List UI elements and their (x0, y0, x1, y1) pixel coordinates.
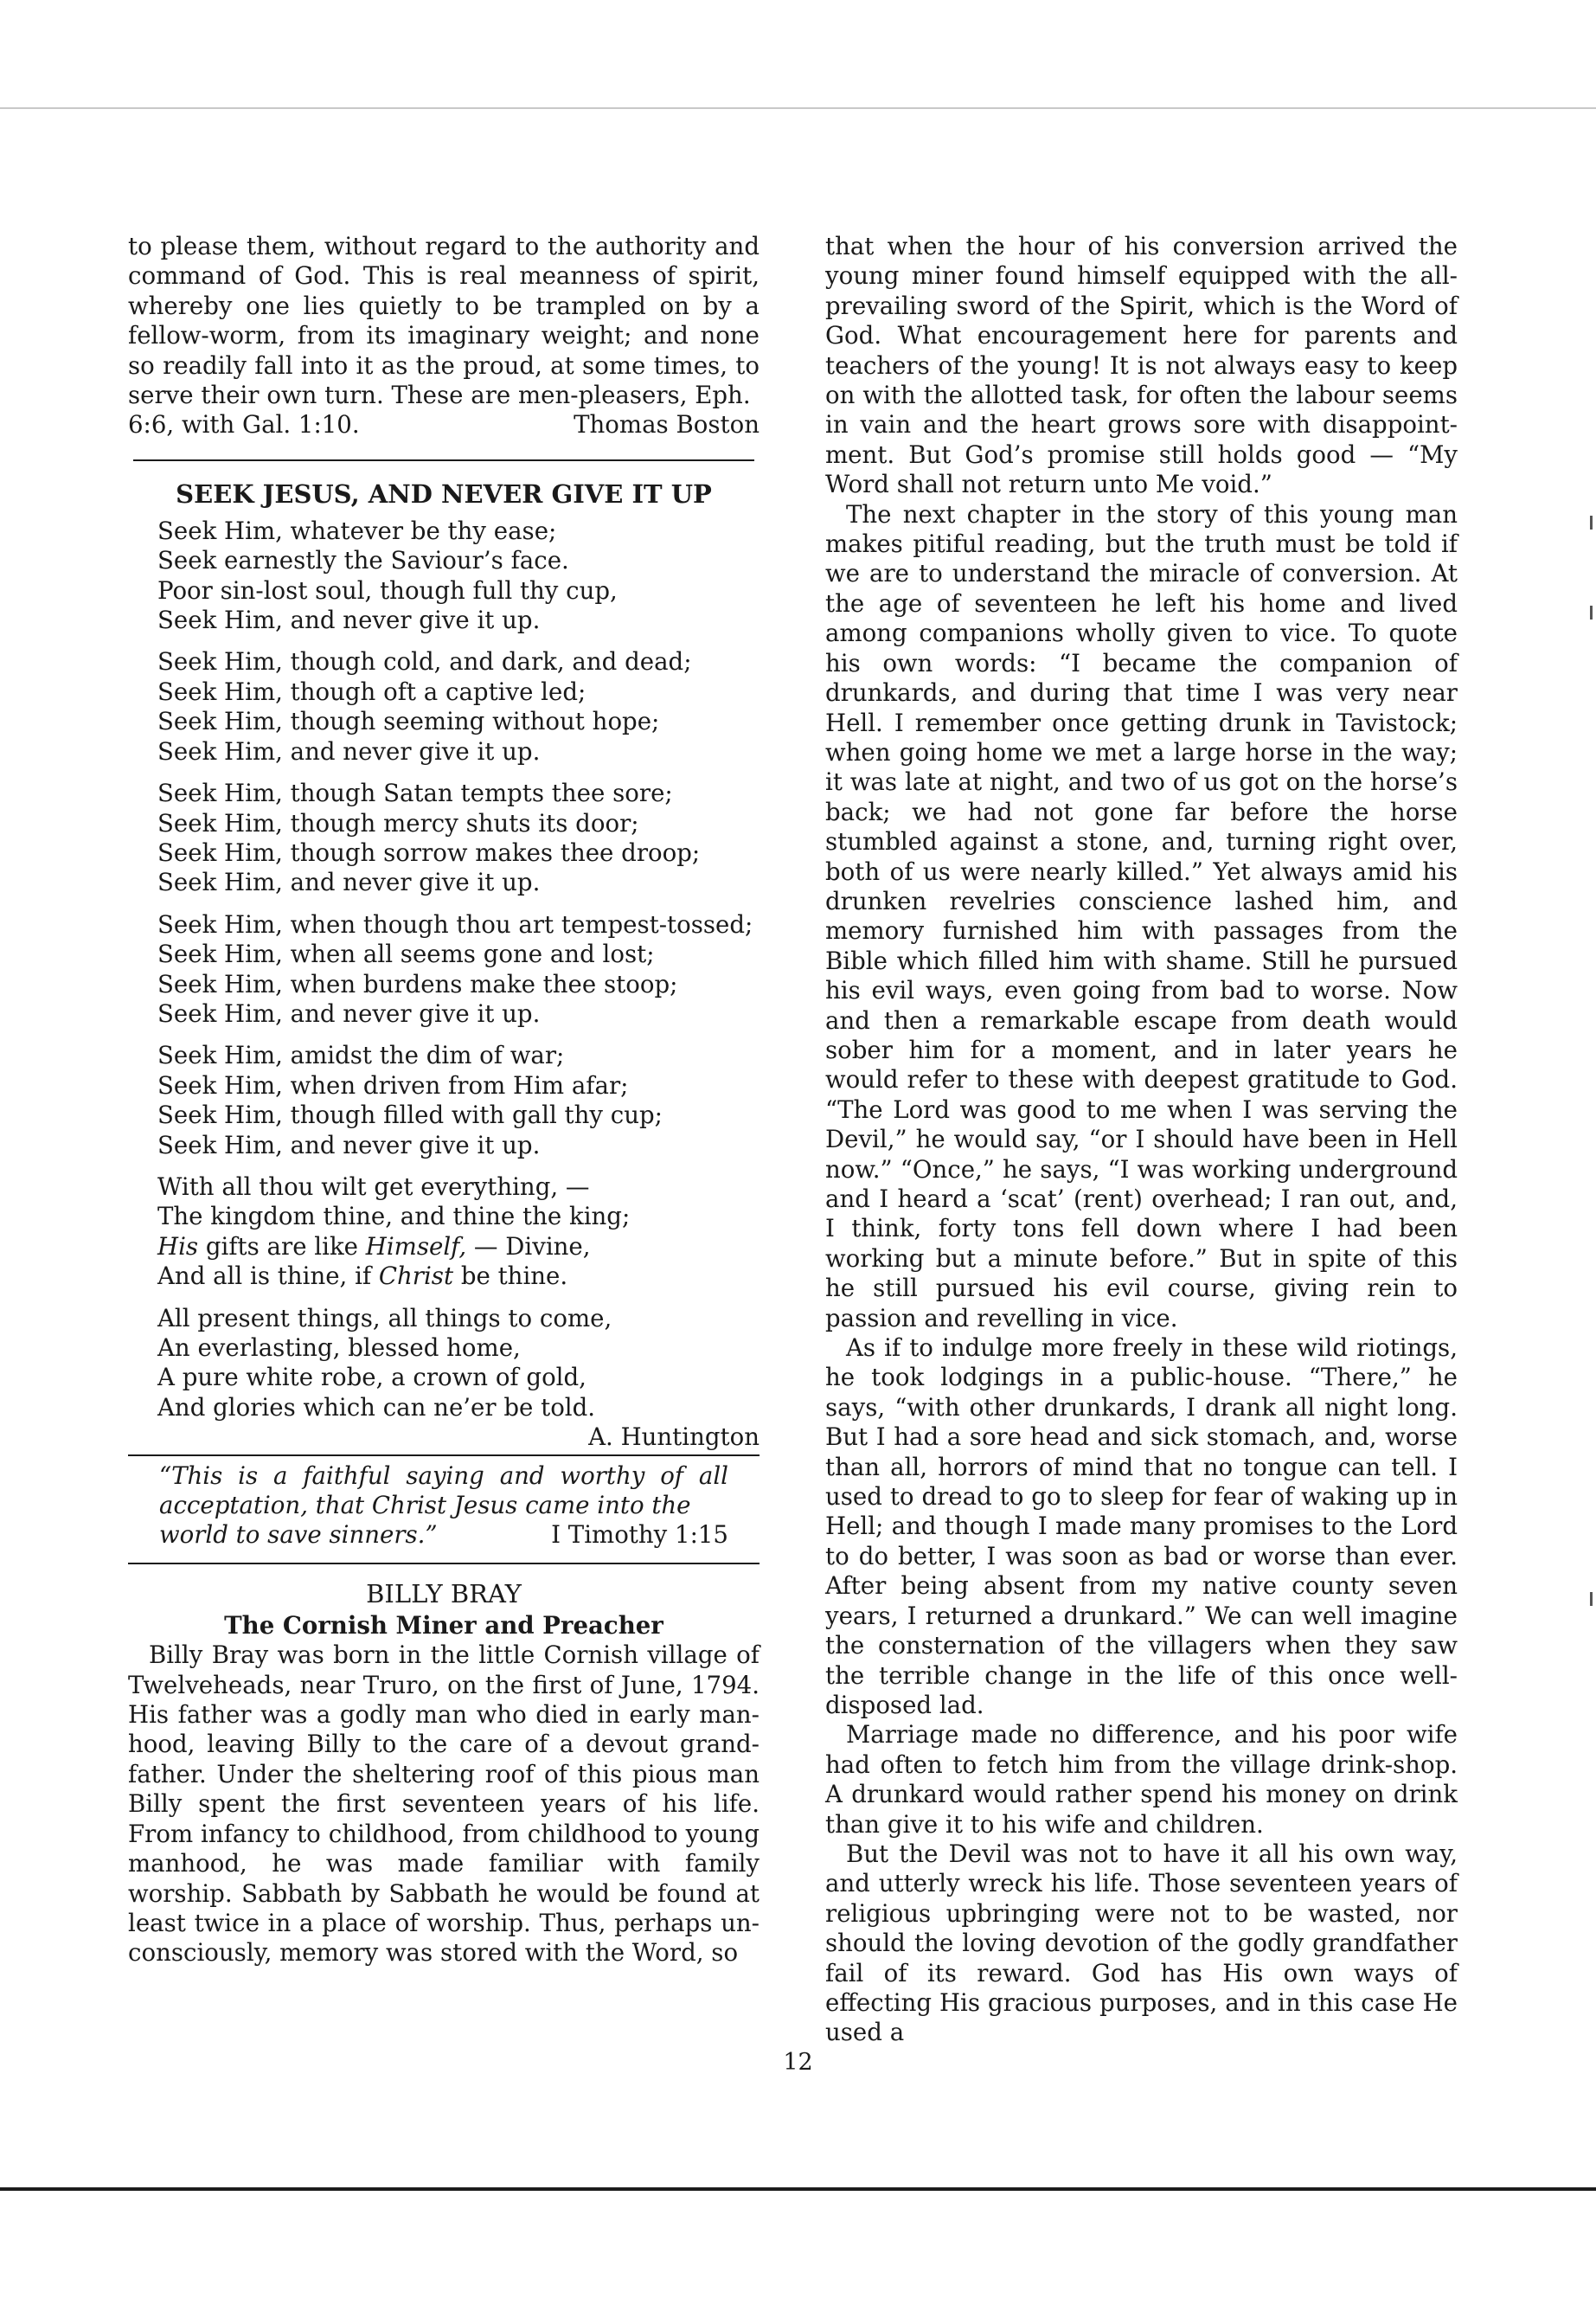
scripture-quote-ending: world to save sinners.” (159, 1520, 438, 1550)
poem-line (157, 1262, 760, 1291)
poem-line: Seek Him, when burdens make thee stoop; (157, 969, 678, 998)
poem-italic: His (157, 1231, 199, 1261)
scripture-quote-text: “This is a faithful saying and worthy of all acceptation, that Christ Jesus came into the (159, 1461, 728, 1520)
boston-quote-text: to please them, without regard to the authority and command of God. This is real meanness of spirit, whereby one lies quietly to be trampled on by a fellow-worm, from its imaginary weight; and none so readily fall into it as the proud, at some times, to serve their own turn. These are men-pleasers, Eph. (128, 232, 760, 410)
article-paragraph: The next chapter in the story of this young man makes pitiful reading, but the truth must be told if we are to understand the miracle of conversion. At the age of seventeen he left his home and lived among companions wholly given to vice. To quote his own words: “I became the companion of drunkards, and during that time I was very near Hell. I remember once getting drunk in Tavistock; when going home we met a large horse in the way; it was late at night, and two of us got on the horse’s back; we had not gone far before the horse stumbled against a stone, and, turning right over, both of us were nearly killed.” Yet always amid his drunken revelries conscience lashed him, and memory furnished him with passages from the Bible which filled him with shame. Still he pursued his evil ways, even going from bad to worse. Now and then a remarkable escape from death would sober him for a moment, and in later years he would refer to these with deepest gratitude to God. “The Lord was good to me when I was serving the Devil,” he would say, “or I should have been in Hell now.” “Once,” he says, “I was working underground and I heard a ‘scat’ (rent) overhead; I ran out, and, I think, forty tons fell down where I had been working but a minute before.” But in spite of this he still pursued his evil course, giving rein to passion and revelling in vice. (825, 499, 1458, 1332)
scan-edge-mark (1590, 606, 1593, 620)
poem-line: Seek Him, though filled with gall thy cup; (157, 1101, 663, 1130)
poem-text: gifts are like (198, 1231, 366, 1261)
poem-line: With all thou wilt get everything, — (157, 1172, 590, 1201)
boston-quote-signature (128, 410, 760, 440)
poem-stanza (157, 517, 760, 636)
poem-line: Poor sin-lost soul, though full thy cup, (157, 575, 618, 605)
poem-line: Seek Him, though cold, and dark, and dead; (157, 647, 692, 677)
poem-line: Seek Him, when all seems gone and lost; (157, 940, 655, 969)
divider (128, 1563, 760, 1564)
page-number: 12 (783, 2049, 813, 2076)
scripture-reference: I Timothy 1:15 (551, 1520, 728, 1550)
poem-stanza (157, 779, 760, 898)
boston-quote-reference: 6:6, with Gal. 1:10. (128, 410, 360, 440)
poem-line: All present things, all things to come, (157, 1303, 612, 1332)
poem-line: Seek Him, and never give it up. (157, 736, 541, 766)
poem-line: Seek Him, though sorrow makes thee droop; (157, 838, 701, 867)
poem-line (157, 1232, 760, 1262)
poem-text: be thine. (453, 1262, 568, 1291)
divider (133, 459, 754, 461)
poem-line: The kingdom thine, and thine the king; (157, 1202, 631, 1231)
poem-line: Seek Him, when though thou art tempest-tossed; (157, 909, 753, 939)
poem-stanza (157, 1304, 760, 1423)
poem-line: Seek Him, though mercy shuts its door; (157, 808, 639, 838)
scripture-quote-last-line (159, 1520, 728, 1550)
article-paragraph: that when the hour of his conversion arrived the young miner found himself equipped with the all-prevailing sword of the Spirit, which is the Word of God. What encouragement here for parents and teachers of the young! It is not always easy to keep on with the allotted task, for often the labour seems in vain and the heart grows sore with disappointment. But God’s promise still holds good — “My Word shall not return unto Me void.” (825, 232, 1458, 499)
poem-line: Seek Him, when driven from Him afar; (157, 1070, 629, 1100)
poem-italic: Himself, (365, 1231, 467, 1261)
poem-italic: Christ (378, 1262, 454, 1291)
poem-stanza (157, 1172, 760, 1292)
article-paragraph: Marriage made no difference, and his poor wife had often to fetch him from the village drink-shop. A drunkard would rather spend his money on drink than give it to his wife and children. (825, 1720, 1458, 1839)
left-column (128, 232, 760, 1968)
poem-line: Seek Him, and never give it up. (157, 1130, 541, 1159)
divider (128, 1454, 760, 1456)
scripture-quote (128, 1461, 760, 1551)
poem-line: A pure white robe, a crown of gold, (157, 1363, 586, 1392)
scan-top-margin (0, 0, 1596, 109)
right-column (825, 232, 1458, 2048)
poem-line: And glories which can ne’er be told. (157, 1392, 596, 1422)
article-paragraph: Billy Bray was born in the little Cornish village of Twelveheads, near Truro, on the first of June, 1794. His father was a godly man who died in early manhood, leaving Billy to the care of a devout grandfather. Under the sheltering roof of this pious man Billy spent the first seventeen years of his life. From infancy to childhood, from childhood to young manhood, he was made familiar with family worship. Sabbath by Sabbath he would be found at least twice in a place of worship. Thus, perhaps unconsciously, memory was stored with the Word, so (128, 1640, 760, 1968)
poem-line: Seek Him, and never give it up. (157, 868, 541, 897)
poem-line: Seek Him, and never give it up. (157, 606, 541, 635)
poem-line: Seek Him, though oft a captive led; (157, 677, 586, 706)
poem-line: Seek Him, and never give it up. (157, 998, 541, 1028)
poem-title: SEEK JESUS, AND NEVER GIVE IT UP (176, 478, 712, 509)
poem-line: Seek Him, though seeming without hope; (157, 707, 660, 736)
article-title: BILLY BRAY (366, 1578, 522, 1608)
poem-line: An everlasting, blessed home, (157, 1333, 521, 1362)
poem-line: Seek Him, amidst the dim of war; (157, 1041, 565, 1070)
poem-author: A. Huntington (588, 1422, 760, 1452)
article-subtitle: The Cornish Miner and Preacher (224, 1610, 663, 1640)
poem-stanza (157, 1041, 760, 1160)
article-paragraph: But the Devil was not to have it all his own way, and utterly wreck his life. Those seventeen years of religious upbringing were not to be wasted, nor should the loving devotion of the godly grandfather fail of its reward. God has His own ways of effecting His gracious purposes, and in this case He used a (825, 1839, 1458, 2047)
scan-edge-mark (1590, 1592, 1593, 1606)
poem-line: Seek Him, though Satan tempts thee sore; (157, 779, 673, 808)
poem-text: — Divine, (466, 1231, 591, 1261)
article-paragraph: As if to indulge more freely in these wild riotings, he took lodgings in a public-house. “There,” he says, “with other drunkards, I drank all night long. But I had a sore head and sick stomach, and, worse than all, horrors of mind that no tongue can tell. I used to dread to go to sleep for fear of waking up in Hell; and though I made many promises to the Lord to do better, I was soon as bad or worse than ever. After being absent from my native county seven years, I returned a drunkard.” We can well imagine the consternation of the villagers when they saw the terrible change in the life of this once well-disposed lad. (825, 1333, 1458, 1719)
poem-line: Seek earnestly the Saviour’s face. (157, 546, 569, 575)
boston-author: Thomas Boston (574, 410, 760, 440)
scan-bottom-margin (0, 2187, 1596, 2305)
poem-stanza (157, 647, 760, 767)
poem-line: Seek Him, whatever be thy ease; (157, 516, 557, 545)
poem-stanza (157, 910, 760, 1030)
scan-edge-mark (1590, 516, 1593, 530)
poem (128, 517, 760, 1422)
poem-text: And all is thine, if (157, 1262, 379, 1291)
